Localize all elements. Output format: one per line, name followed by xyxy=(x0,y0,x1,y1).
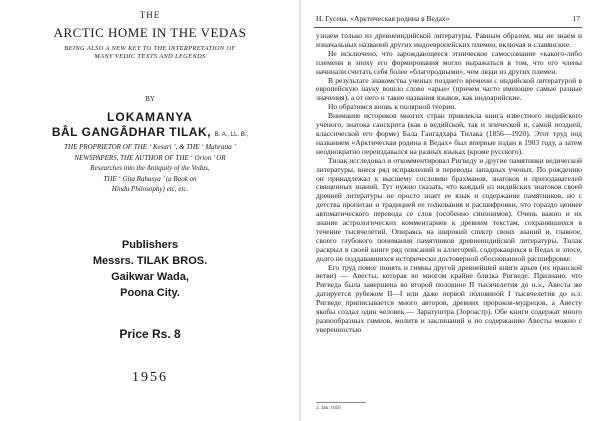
author-honorific: LOKAMANYA xyxy=(107,110,193,124)
paragraph: Не исключено, что зарождающееся этническое самосознание «какого-либо племени в эпоху его формирования могло выражаться в том, что его члены начинали считать себя более «благородными», чем люди из других племен. xyxy=(316,48,582,76)
author-name: BÂL GANGÂDHAR TILAK, xyxy=(51,125,211,139)
header-rule xyxy=(314,27,582,28)
credits-line: Hindu Philosophy) etc, etc. xyxy=(111,185,189,193)
credits-line: Researches into the Antiquity of the Vedas, xyxy=(90,164,210,172)
paragraph: Внимание историков многих стран привлекла книга известного индийского ученого, знатока санскрита (как в ведийской, так и эпической и, самой поздней, классической его форме) Бала Гангадхара Тилака (1856—1920). Этот труд под названием «Арктическая родина в Ведах» был впервые издан в 1903 году, а затем неоднократно переиздавался на разных языках (кроме русского). xyxy=(316,111,582,156)
subtitle-line-2: MANY VEDIC TEXTS AND LEGENDS xyxy=(94,53,206,60)
publisher-street: Gaikwar Wada, xyxy=(111,271,189,283)
paragraph: Тилак исследовал и откомментировал Ригведу и другие памятники ведической литературы, внеся ряд исправлений в переводы западных ученых. По рождению он принадлежал к высшему сословию брахманов, знатоков и преподавателей священных знаний. Тут нужно сказать, что каждый из индийских знатоков своей древней литературы не просто знает ее язык и содержание памятников, но с детства пропитан и традицией ее толкования и расшифровки, что гораздо ценнее автоматического перевода се слов (особенно синонимов). Очень важно и их знание астрологических комментариев к древним текстам, сохранявшихся в течение тысячелетий. Опираясь на широкий спектр своих знаний и, главное, своего глубокого понимания памятников древнеиндийской литературы, Тилак раскрыл в своей книге ряд описаний и аллегорий, содержащихся в Ведах и эпосе, долго не поддававшихся исторически достоверной обоснованной расшифровке. xyxy=(316,155,582,263)
publisher-name: Messrs. TILAK BROS. xyxy=(92,255,208,267)
title-article: THE xyxy=(139,10,161,20)
subtitle-line-1: BEING ALSO A NEW KEY TO THE INTERPRETATION OF xyxy=(64,45,236,52)
author-degree: B. A., LL. B., xyxy=(214,132,249,138)
paragraph: узнаем только из древнеиндийской литературы. Равным образом, мы не знаем и изначальных названий других индоевропейских племен, включая и славянские. xyxy=(316,31,582,49)
author-credits xyxy=(0,142,300,195)
credits-line: NEWSPAPERS, THE AUTHOR OF THE ‘ Orion ’ OR xyxy=(74,153,226,162)
right-page xyxy=(304,0,596,421)
print-order-note: 2. Зак. 1056 xyxy=(316,406,341,411)
by-label: BY xyxy=(145,95,155,103)
paragraph: Но обратимся вновь к полярной теории. xyxy=(328,102,457,112)
publisher-city: Poona City. xyxy=(120,287,180,299)
paragraph: В результате знакомства ученых позднего времени с индийской литературой в европейскую науку вошло слово «арьи» (причем часто имеющее самые разные значения), а от него и такие названия языков, как индоарийские. xyxy=(316,75,582,103)
credits-line: THE PROPRIETOR OF THE ‘ Kesari ’, & THE ‘ Mahratta ’ xyxy=(64,143,236,151)
publisher-block xyxy=(0,237,300,301)
publication-year: 1956 xyxy=(132,370,168,385)
publishers-label: Publishers xyxy=(121,239,179,251)
author-name-line xyxy=(0,125,300,139)
paragraph: Его труд помог понять и гимны другой древнейшей книги арьев (их иранской ветви) — Авесты, которая во многом крайне близка Ригведе. Признано, что Ригведа была завершена во второй половине II тысячелетия до н.э., Авеста же датируется рубежом II—I или даже первой половиной I тысячелетия до н.э. Ригведе приписывается много авторов, древних пророков-мудрецов, а Авесту якобы создал один человек — Заратуштра (Зороастр). Обе книги содержат много разнообразных гимнов, молитв и заклинаний и по содержанию Авесты можно с уверенностью xyxy=(316,262,582,334)
body-text xyxy=(316,32,582,335)
credits-line: THE ‘ Gita Rahasya ’ (a Book on xyxy=(103,174,197,183)
header-title: Н. Гусева. «Арктическая родина в Ведах» xyxy=(316,14,450,23)
book-subtitle xyxy=(0,45,300,61)
page-number: 17 xyxy=(572,14,580,23)
footnote-rule xyxy=(316,402,366,403)
price-label: Price Rs. 8 xyxy=(119,327,181,341)
page-gutter xyxy=(299,0,301,421)
book-title: ARCTIC HOME IN THE VEDAS xyxy=(53,25,247,40)
